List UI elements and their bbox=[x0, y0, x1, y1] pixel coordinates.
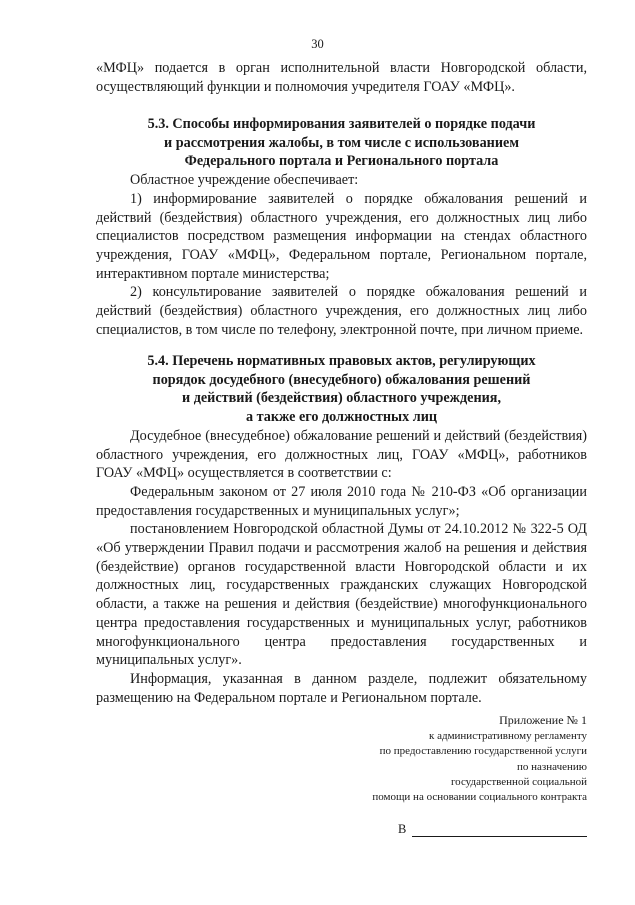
section-5-4 bbox=[96, 352, 587, 707]
appendix-line-3: по предоставлению государственной услуги bbox=[379, 745, 587, 758]
section-5-4-paragraph-3: постановлением Новгородской областной Думы от 24.10.2012 № 322-5 ОД «Об утверждении Правил подачи и рассмотрения жалоб на решения и действия (бездействие) органов государственной власти Новгородской области и их должностных лиц, государственных гражданских служащих Новгородской области, а также на решения и действия (бездействие) многофункционального центра предоставления государственных и муниципальных услуг, работников многофункционального центра предоставления государственных и муниципальных услуг». bbox=[96, 521, 587, 669]
intro-paragraph: «МФЦ» подается в орган исполнительной власти Новгородской области, осуществляющий функции и полномочия учредителя ГОАУ «МФЦ». bbox=[96, 60, 587, 95]
appendix-line-2: к административному регламенту bbox=[429, 730, 587, 743]
appendix-line-5: государственной социальной bbox=[450, 775, 587, 788]
addressee-prefix: В bbox=[398, 822, 407, 836]
appendix-header bbox=[372, 713, 587, 805]
section-5-3-heading-line-1: 5.3. Способы информирования заявителей о порядке подачи bbox=[147, 116, 536, 132]
section-5-3 bbox=[96, 115, 587, 339]
section-5-3-paragraph-2: 1) информирование заявителей о порядке обжалования решений и действий (бездействия) областного учреждения, его должностных лиц либо специалистов посредством размещения информации на стендах областного учреждения, ГОАУ «МФЦ», Федеральном портале, Региональном портале, интерактивном портале министерства; bbox=[96, 190, 587, 282]
section-5-4-paragraph-4: Информация, указанная в данном разделе, подлежит обязательному размещению на Федеральном портале и Региональном портале. bbox=[96, 670, 587, 706]
section-5-3-paragraph-3: 2) консультирование заявителей о порядке обжалования решений и действий (бездействия) областного учреждения, его должностных лиц либо специалистов, в том числе по телефону, электронной почте, при личном приеме. bbox=[96, 284, 587, 338]
section-5-4-paragraph-2: Федеральным законом от 27 июля 2010 года № 210-ФЗ «Об организации предоставления государственных и муниципальных услуг»; bbox=[96, 483, 587, 519]
section-5-3-heading-line-2: и рассмотрения жалобы, в том числе с использованием bbox=[164, 134, 519, 151]
appendix-title: Приложение № 1 bbox=[499, 713, 587, 727]
section-5-3-heading-line-3: Федерального портала и Регионального портала bbox=[184, 153, 499, 170]
section-5-3-heading bbox=[96, 115, 587, 171]
section-5-4-heading-line-3: и действий (бездействия) областного учреждения, bbox=[181, 390, 502, 407]
section-5-4-heading-line-1: 5.4. Перечень нормативных правовых актов, регулирующих bbox=[147, 353, 536, 369]
appendix-line-4: по назначению bbox=[517, 760, 587, 773]
section-5-4-heading-line-2: порядок досудебного (внесудебного) обжалования решений bbox=[152, 371, 531, 388]
intro-paragraph-block bbox=[96, 59, 587, 96]
section-5-4-paragraph-1: Досудебное (внесудебное) обжалование решений и действий (бездействия) областного учреждения, его должностных лиц, ГОАУ «МФЦ», работников ГОАУ «МФЦ» осуществляется в соответствии с: bbox=[96, 427, 587, 482]
addressee-line bbox=[398, 822, 587, 837]
page-number: 30 bbox=[311, 37, 324, 51]
appendix-line-6: помощи на основании социального контракта bbox=[372, 791, 587, 804]
addressee-blank-field[interactable] bbox=[412, 824, 587, 837]
section-5-4-heading-line-4: а также его должностных лиц bbox=[245, 409, 438, 426]
section-5-4-heading bbox=[96, 352, 587, 427]
section-5-3-paragraph-1: Областное учреждение обеспечивает: bbox=[130, 172, 359, 189]
